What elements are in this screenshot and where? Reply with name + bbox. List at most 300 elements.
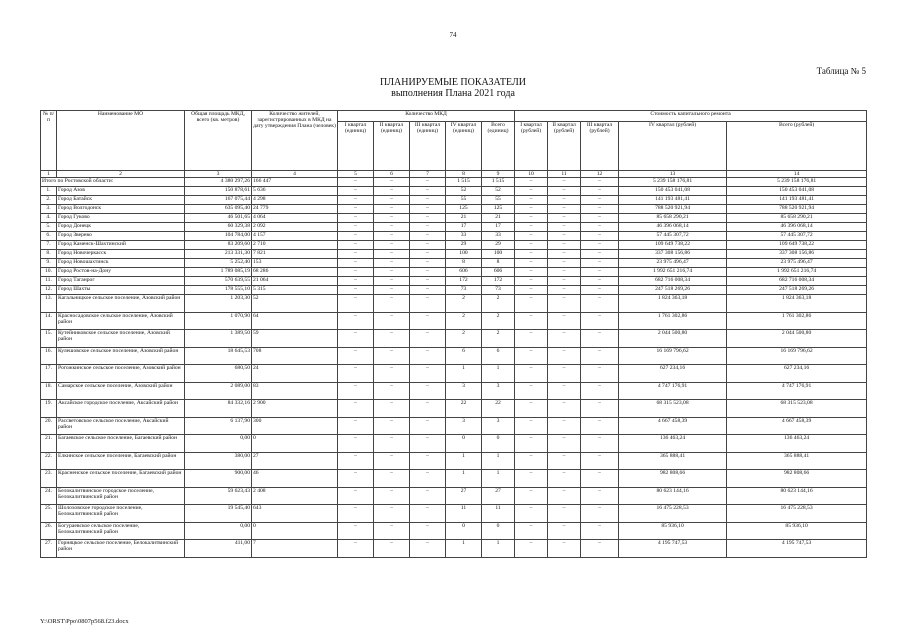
row-count-q4: 172	[446, 277, 482, 286]
row-cost-q3: –	[581, 295, 619, 313]
row-residents: 708	[252, 347, 338, 365]
row-count-q4: 1	[446, 540, 482, 558]
row-mo-name: Горняцкое сельское поселение, Белокалитвинский район	[57, 540, 185, 558]
row-area: 104 784,00	[185, 232, 252, 241]
row-cost-total: 109 649 738,22	[727, 241, 867, 250]
row-cost-q1: –	[515, 205, 548, 214]
row-count-q1: –	[338, 382, 374, 400]
row-cost-q3: –	[581, 417, 619, 435]
row-count-q2: –	[374, 522, 410, 540]
row-cost-q3: –	[581, 259, 619, 268]
table-row	[41, 187, 867, 196]
row-cost-q2: –	[548, 330, 581, 348]
row-count-q1: –	[338, 286, 374, 295]
row-cost-q3: –	[581, 505, 619, 523]
row-residents: 21 064	[252, 277, 338, 286]
row-count-q4: 27	[446, 487, 482, 505]
row-count-q1: –	[338, 250, 374, 259]
column-number: 5	[338, 171, 374, 178]
row-area: 59 623,43	[185, 487, 252, 505]
row-cost-q1: –	[515, 470, 548, 488]
row-cost-q2: –	[548, 214, 581, 223]
row-cost-q4: 23 975 496,47	[619, 259, 727, 268]
row-residents: 64	[252, 312, 338, 330]
table-row	[41, 330, 867, 348]
row-count-q3: –	[410, 241, 446, 250]
row-cost-total: 4 747 176,91	[727, 382, 867, 400]
row-cost-q2: –	[548, 470, 581, 488]
row-count-total: 1	[482, 365, 515, 383]
row-cost-q2: –	[548, 522, 581, 540]
row-count-q2: –	[374, 452, 410, 470]
row-residents: 68 286	[252, 268, 338, 277]
row-count-q1: –	[338, 347, 374, 365]
row-number: 12.	[41, 286, 57, 295]
row-cost-q1: –	[515, 400, 548, 418]
row-count-q2: –	[374, 232, 410, 241]
row-area: 411,00	[185, 540, 252, 558]
row-count-q1: –	[338, 259, 374, 268]
row-count-q4: 100	[446, 250, 482, 259]
row-cost-total: 2 044 500,80	[727, 330, 867, 348]
row-count-q3: –	[410, 187, 446, 196]
table-row	[41, 196, 867, 205]
row-count-total: 73	[482, 286, 515, 295]
row-mo-name: Богураевское сельское поселение, Белокалитвинский район	[57, 522, 185, 540]
row-cost-total: 247 518 269,26	[727, 286, 867, 295]
row-count-q2: –	[374, 196, 410, 205]
column-number: 8	[446, 171, 482, 178]
row-number: 25.	[41, 505, 57, 523]
row-count-q1: –	[338, 196, 374, 205]
row-cost-q1: –	[515, 277, 548, 286]
table-body	[41, 171, 867, 558]
row-mo-name: Город Новошахтинск	[57, 259, 185, 268]
row-cost-q1: –	[515, 232, 548, 241]
table-row	[41, 277, 867, 286]
row-cost-total: 788 520 921,94	[727, 205, 867, 214]
row-number: 26.	[41, 522, 57, 540]
table-row	[41, 259, 867, 268]
row-cost-q4: 982 808,66	[619, 470, 727, 488]
row-residents: 46	[252, 470, 338, 488]
row-cost-q2: –	[548, 205, 581, 214]
row-count-q4: 21	[446, 214, 482, 223]
row-cost-q1: –	[515, 187, 548, 196]
row-cost-q2: –	[548, 295, 581, 313]
row-cost-q4: 4 667 458,39	[619, 417, 727, 435]
row-cost-total: 141 193 481,41	[727, 196, 867, 205]
row-count-q3: –	[410, 417, 446, 435]
row-residents: 4 157	[252, 232, 338, 241]
row-mo-name: Город Батайск	[57, 196, 185, 205]
column-number: 11	[548, 171, 581, 178]
row-cost-q1: –	[515, 540, 548, 558]
header-cost-q4: IV квартал (рублей)	[619, 122, 727, 171]
column-numbers-row	[41, 171, 867, 178]
row-count-total: 52	[482, 187, 515, 196]
row-cost-q1: –	[515, 286, 548, 295]
row-number: 27.	[41, 540, 57, 558]
header-cost-q2: II квартал (рублей)	[548, 122, 581, 171]
row-number: 18.	[41, 382, 57, 400]
row-number: 24.	[41, 487, 57, 505]
column-number: 9	[482, 171, 515, 178]
title-line-1: ПЛАНИРУЕМЫЕ ПОКАЗАТЕЛИ	[380, 77, 526, 88]
table-row	[41, 487, 867, 505]
row-mo-name: Самарское сельское поселение, Азовский район	[57, 382, 185, 400]
row-count-q1: –	[338, 205, 374, 214]
row-mo-name: Багаевское сельское поселение, Багаевский район	[57, 435, 185, 453]
total-count-total: 1 515	[482, 178, 515, 187]
header-count-total: Всего (единиц)	[482, 122, 515, 171]
document-title	[0, 77, 906, 99]
row-count-q3: –	[410, 347, 446, 365]
row-number: 5.	[41, 223, 57, 232]
row-mo-name: Шолоховское городское поселение, Белокалитвинский район	[57, 505, 185, 523]
row-area: 150 878,61	[185, 187, 252, 196]
row-count-q3: –	[410, 196, 446, 205]
row-residents: 153	[252, 259, 338, 268]
row-cost-q4: 1 992 651 216,74	[619, 268, 727, 277]
row-cost-q4: 16 475 228,53	[619, 505, 727, 523]
row-number: 14.	[41, 312, 57, 330]
row-count-q3: –	[410, 223, 446, 232]
row-count-q3: –	[410, 540, 446, 558]
row-count-total: 17	[482, 223, 515, 232]
row-count-total: 1	[482, 452, 515, 470]
column-number: 1	[41, 171, 57, 178]
row-cost-total: 16 475 228,53	[727, 505, 867, 523]
row-count-q1: –	[338, 223, 374, 232]
table-row	[41, 400, 867, 418]
row-cost-q2: –	[548, 187, 581, 196]
row-mo-name: Город Ростов-на-Дону	[57, 268, 185, 277]
table-row	[41, 232, 867, 241]
row-mo-name: Кутейниковское сельское поселение, Азовский район	[57, 330, 185, 348]
row-count-total: 8	[482, 259, 515, 268]
row-cost-total: 1 992 651 216,74	[727, 268, 867, 277]
row-count-q4: 73	[446, 286, 482, 295]
row-count-q2: –	[374, 435, 410, 453]
column-number: 6	[374, 171, 410, 178]
column-number: 2	[57, 171, 185, 178]
row-cost-total: 57 445 307,72	[727, 232, 867, 241]
row-cost-q3: –	[581, 435, 619, 453]
row-cost-q4: 1 824 363,18	[619, 295, 727, 313]
row-count-q2: –	[374, 487, 410, 505]
row-cost-total: 337 308 156,86	[727, 250, 867, 259]
total-residents: 166 447	[252, 178, 338, 187]
row-mo-name: Город Зверево	[57, 232, 185, 241]
column-number: 4	[252, 171, 338, 178]
header-cost-q3: III квартал (рублей)	[581, 122, 619, 171]
row-cost-q2: –	[548, 347, 581, 365]
row-mo-name: Елкинское сельское поселение, Багаевский район	[57, 452, 185, 470]
row-mo-name: Рогожкинское сельское поселение, Азовский район	[57, 365, 185, 383]
row-cost-total: 46 396 068,14	[727, 223, 867, 232]
row-count-q2: –	[374, 286, 410, 295]
row-count-q4: 606	[446, 268, 482, 277]
row-number: 1.	[41, 187, 57, 196]
row-number: 21.	[41, 435, 57, 453]
row-count-q4: 29	[446, 241, 482, 250]
row-residents: 4 298	[252, 196, 338, 205]
table-row	[41, 382, 867, 400]
row-cost-q4: 141 193 481,41	[619, 196, 727, 205]
header-residents: Количество жителей, зарегистрированных в МКД на дату утверждения Плана (человек)	[252, 111, 338, 171]
row-cost-total: 627 234,16	[727, 365, 867, 383]
row-count-q2: –	[374, 330, 410, 348]
row-number: 9.	[41, 259, 57, 268]
row-cost-q3: –	[581, 487, 619, 505]
row-cost-total: 682 716 008,34	[727, 277, 867, 286]
row-count-q2: –	[374, 277, 410, 286]
table-row	[41, 470, 867, 488]
row-count-q2: –	[374, 295, 410, 313]
row-residents: 2 408	[252, 487, 338, 505]
row-area: 178 555,10	[185, 286, 252, 295]
row-cost-q3: –	[581, 330, 619, 348]
row-cost-q3: –	[581, 214, 619, 223]
row-area: 167 075,44	[185, 196, 252, 205]
row-mo-name: Город Новочеркасск	[57, 250, 185, 259]
row-count-q4: 3	[446, 417, 482, 435]
row-residents: 7	[252, 540, 338, 558]
row-number: 17.	[41, 365, 57, 383]
row-count-q3: –	[410, 330, 446, 348]
table-row	[41, 268, 867, 277]
row-cost-q2: –	[548, 286, 581, 295]
title-line-2: выполнения Плана 2021 года	[391, 88, 515, 99]
row-count-q4: 33	[446, 232, 482, 241]
row-cost-q3: –	[581, 196, 619, 205]
row-number: 23.	[41, 470, 57, 488]
row-cost-q2: –	[548, 487, 581, 505]
row-count-q3: –	[410, 277, 446, 286]
row-residents: 52	[252, 295, 338, 313]
table-row	[41, 223, 867, 232]
row-count-q3: –	[410, 312, 446, 330]
row-count-q4: 2	[446, 330, 482, 348]
row-count-q3: –	[410, 250, 446, 259]
row-residents: 83	[252, 382, 338, 400]
row-cost-q2: –	[548, 223, 581, 232]
row-area: 19 545,40	[185, 505, 252, 523]
row-residents: 643	[252, 505, 338, 523]
row-cost-q1: –	[515, 452, 548, 470]
row-count-q3: –	[410, 214, 446, 223]
row-count-q2: –	[374, 205, 410, 214]
row-area: 900,00	[185, 470, 252, 488]
row-count-q2: –	[374, 250, 410, 259]
row-cost-total: 1 824 363,18	[727, 295, 867, 313]
row-area: 1 203,30	[185, 295, 252, 313]
row-count-total: 27	[482, 487, 515, 505]
row-number: 19.	[41, 400, 57, 418]
row-count-total: 0	[482, 435, 515, 453]
row-mo-name: Красненское сельское поселение, Багаевский район	[57, 470, 185, 488]
total-cost-q4: 5 239 158 176,81	[619, 178, 727, 187]
table-row	[41, 365, 867, 383]
row-mo-name: Белокалитвинское городское поселение, Белокалитвинский район	[57, 487, 185, 505]
row-cost-q1: –	[515, 223, 548, 232]
total-count-q1: –	[338, 178, 374, 187]
column-number: 13	[619, 171, 727, 178]
row-cost-q3: –	[581, 382, 619, 400]
row-area: 46 501,65	[185, 214, 252, 223]
table-row	[41, 286, 867, 295]
row-count-q4: 1	[446, 365, 482, 383]
row-count-total: 29	[482, 241, 515, 250]
row-count-q2: –	[374, 241, 410, 250]
row-cost-q2: –	[548, 435, 581, 453]
row-cost-total: 23 975 496,47	[727, 259, 867, 268]
header-count-q1: I квартал (единиц)	[338, 122, 374, 171]
row-residents: 0	[252, 522, 338, 540]
header-mo: Наименование МО	[57, 111, 185, 171]
row-cost-q4: 337 308 156,86	[619, 250, 727, 259]
row-cost-q4: 136 463,24	[619, 435, 727, 453]
row-cost-total: 68 315 523,08	[727, 400, 867, 418]
row-count-q3: –	[410, 435, 446, 453]
row-area: 380,00	[185, 452, 252, 470]
row-cost-q3: –	[581, 241, 619, 250]
row-residents: 27	[252, 452, 338, 470]
row-cost-q4: 80 623 144,16	[619, 487, 727, 505]
row-cost-q2: –	[548, 250, 581, 259]
row-cost-q2: –	[548, 505, 581, 523]
row-count-total: 3	[482, 417, 515, 435]
row-cost-q4: 85 658 290,21	[619, 214, 727, 223]
row-count-total: 2	[482, 295, 515, 313]
row-count-q1: –	[338, 417, 374, 435]
row-area: 2 089,00	[185, 382, 252, 400]
header-cost-q1: I квартал (рублей)	[515, 122, 548, 171]
row-cost-q3: –	[581, 232, 619, 241]
row-count-q2: –	[374, 259, 410, 268]
row-count-q4: 125	[446, 205, 482, 214]
row-mo-name: Город Донецк	[57, 223, 185, 232]
row-residents: 59	[252, 330, 338, 348]
table-row	[41, 505, 867, 523]
row-cost-q4: 4 195 747,53	[619, 540, 727, 558]
row-area: 680,50	[185, 365, 252, 383]
row-count-total: 21	[482, 214, 515, 223]
row-count-q1: –	[338, 487, 374, 505]
row-cost-q2: –	[548, 540, 581, 558]
row-count-q4: 0	[446, 435, 482, 453]
table-row	[41, 214, 867, 223]
row-area: 18 645,53	[185, 347, 252, 365]
row-count-q4: 1	[446, 452, 482, 470]
column-number: 3	[185, 171, 252, 178]
row-number: 8.	[41, 250, 57, 259]
row-cost-total: 365 888,41	[727, 452, 867, 470]
row-residents: 24 779	[252, 205, 338, 214]
row-cost-q1: –	[515, 259, 548, 268]
row-cost-q4: 1 761 302,86	[619, 312, 727, 330]
row-count-q4: 6	[446, 347, 482, 365]
total-cost-q2: –	[548, 178, 581, 187]
row-mo-name: Город Таганрог	[57, 277, 185, 286]
row-count-q2: –	[374, 312, 410, 330]
row-number: 13.	[41, 295, 57, 313]
row-count-q4: 55	[446, 196, 482, 205]
row-count-q3: –	[410, 268, 446, 277]
row-area: 1 389,50	[185, 330, 252, 348]
row-count-q3: –	[410, 505, 446, 523]
row-count-q1: –	[338, 330, 374, 348]
row-count-q1: –	[338, 400, 374, 418]
total-label: Итого по Ростовской области:	[41, 178, 185, 187]
row-cost-q4: 4 747 176,91	[619, 382, 727, 400]
row-cost-q1: –	[515, 196, 548, 205]
row-area: 0,00	[185, 522, 252, 540]
column-number: 7	[410, 171, 446, 178]
row-residents: 5 315	[252, 286, 338, 295]
row-residents: 0	[252, 435, 338, 453]
row-area: 570 639,55	[185, 277, 252, 286]
row-count-total: 0	[482, 522, 515, 540]
page-number: 74	[449, 31, 457, 39]
row-area: 83 209,60	[185, 241, 252, 250]
row-mo-name: Город Шахты	[57, 286, 185, 295]
row-count-q1: –	[338, 365, 374, 383]
row-mo-name: Город Азов	[57, 187, 185, 196]
header-cost-group: Стоимость капитального ремонта	[515, 111, 867, 122]
row-cost-total: 85 936,10	[727, 522, 867, 540]
row-number: 6.	[41, 232, 57, 241]
row-count-total: 33	[482, 232, 515, 241]
row-cost-q2: –	[548, 365, 581, 383]
total-cost-q1: –	[515, 178, 548, 187]
row-count-q2: –	[374, 540, 410, 558]
row-number: 2.	[41, 196, 57, 205]
row-mo-name: Кулешовское сельское поселение, Азовский район	[57, 347, 185, 365]
row-count-total: 606	[482, 268, 515, 277]
row-count-total: 125	[482, 205, 515, 214]
row-count-q4: 11	[446, 505, 482, 523]
row-count-total: 172	[482, 277, 515, 286]
row-count-total: 2	[482, 330, 515, 348]
row-count-q2: –	[374, 187, 410, 196]
row-count-q2: –	[374, 382, 410, 400]
row-mo-name: Город Каменск-Шахтинский	[57, 241, 185, 250]
row-cost-q3: –	[581, 250, 619, 259]
row-cost-q3: –	[581, 223, 619, 232]
row-cost-q4: 682 716 008,34	[619, 277, 727, 286]
row-cost-q3: –	[581, 470, 619, 488]
row-cost-q2: –	[548, 196, 581, 205]
table-row	[41, 241, 867, 250]
row-cost-total: 4 667 458,39	[727, 417, 867, 435]
row-cost-q4: 788 520 921,94	[619, 205, 727, 214]
row-mo-name: Рассветовское сельское поселение, Аксайский район	[57, 417, 185, 435]
row-count-q1: –	[338, 232, 374, 241]
row-cost-q1: –	[515, 268, 548, 277]
column-number: 14	[727, 171, 867, 178]
row-area: 6 137,90	[185, 417, 252, 435]
row-residents: 300	[252, 417, 338, 435]
row-residents: 2 092	[252, 223, 338, 232]
row-cost-q1: –	[515, 347, 548, 365]
row-cost-q4: 109 649 738,22	[619, 241, 727, 250]
row-cost-q4: 627 234,16	[619, 365, 727, 383]
row-count-q4: 22	[446, 400, 482, 418]
row-cost-q1: –	[515, 487, 548, 505]
total-area: 4 380 297,26	[185, 178, 252, 187]
